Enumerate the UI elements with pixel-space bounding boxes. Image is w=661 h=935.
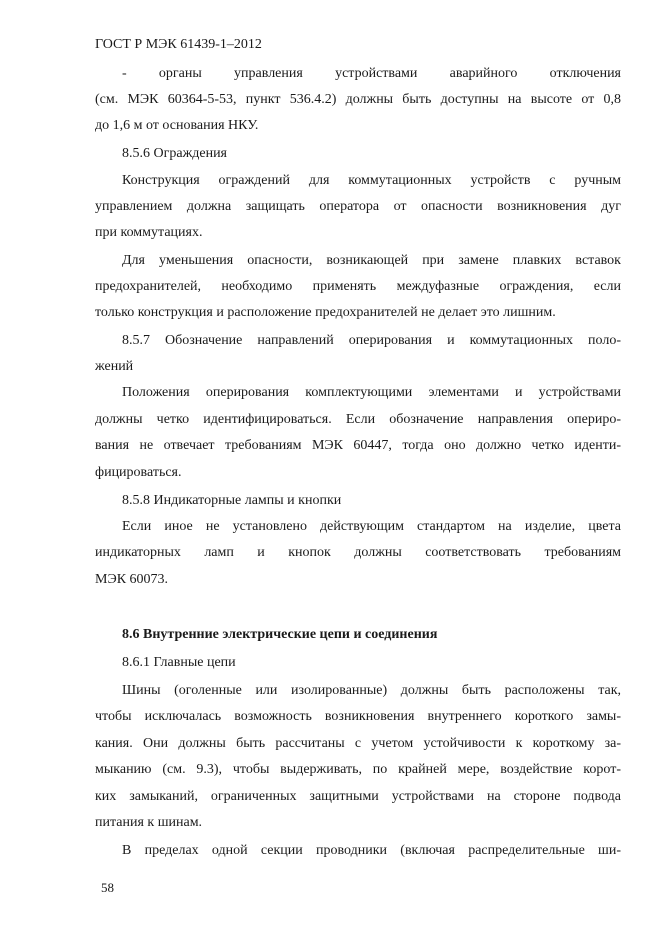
text-line: МЭК 60073. <box>95 572 169 587</box>
text-line: Для уменьшения опасности, возникающей при замене плавких вставок <box>122 253 621 268</box>
text-line: управлением должна защищать оператора от опасности возникновения дуг <box>95 199 621 214</box>
text-line: - органы управления устройствами аварийного отключения <box>122 66 621 81</box>
text-line: чтобы исключалась возможность возникновения внутреннего короткого замы- <box>95 709 621 724</box>
text-line: должны четко идентифицироваться. Если обозначение направления опериро- <box>95 412 621 427</box>
text-line: питания к шинам. <box>95 815 203 830</box>
section-heading: жений <box>95 359 134 374</box>
text-line: только конструкция и расположение предохранителей не делает это лишним. <box>95 305 556 320</box>
text-line: вания не отвечает требованиям МЭК 60447, тогда оно должно четко иденти- <box>95 438 621 453</box>
text-line: Если иное не установлено действующим стандартом на изделие, цвета <box>122 519 621 534</box>
section-heading: 8.6.1 Главные цепи <box>122 655 236 670</box>
text-line: Шины (оголенные или изолированные) должны быть расположены так, <box>122 683 621 698</box>
section-heading: 8.5.8 Индикаторные лампы и кнопки <box>122 493 342 508</box>
text-line: кания. Они должны быть рассчитаны с учетом устойчивости к короткому за- <box>95 736 621 751</box>
text-line: до 1,6 м от основания НКУ. <box>95 118 259 133</box>
text-line: фицироваться. <box>95 465 182 480</box>
text-line: Конструкция ограждений для коммутационных устройств с ручным <box>122 173 621 188</box>
text-line: предохранителей, необходимо применять междуфазные ограждения, если <box>95 279 621 294</box>
chapter-heading: 8.6 Внутренние электрические цепи и соединения <box>122 627 438 642</box>
text-line: при коммутациях. <box>95 225 203 240</box>
section-heading: 8.5.7 Обозначение направлений оперирования и коммутационных поло- <box>122 333 621 348</box>
section-heading: 8.5.6 Ограждения <box>122 146 227 161</box>
text-line: ких замыканий, ограниченных защитными устройствами на стороне подвода <box>95 789 621 804</box>
text-line: мыканию (см. 9.3), чтобы выдерживать, по крайней мере, воздействие корот- <box>95 762 621 777</box>
text-line: Положения оперирования комплектующими элементами и устройствами <box>122 385 621 400</box>
text-line: В пределах одной секции проводники (включая распределительные ши- <box>122 843 621 858</box>
text-line: индикаторных ламп и кнопок должны соответствовать требованиям <box>95 545 621 560</box>
document-header: ГОСТ Р МЭК 61439-1–2012 <box>95 37 262 52</box>
text-line: (см. МЭК 60364-5-53, пункт 536.4.2) должны быть доступны на высоте от 0,8 <box>95 92 621 107</box>
page-number: 58 <box>101 880 114 895</box>
